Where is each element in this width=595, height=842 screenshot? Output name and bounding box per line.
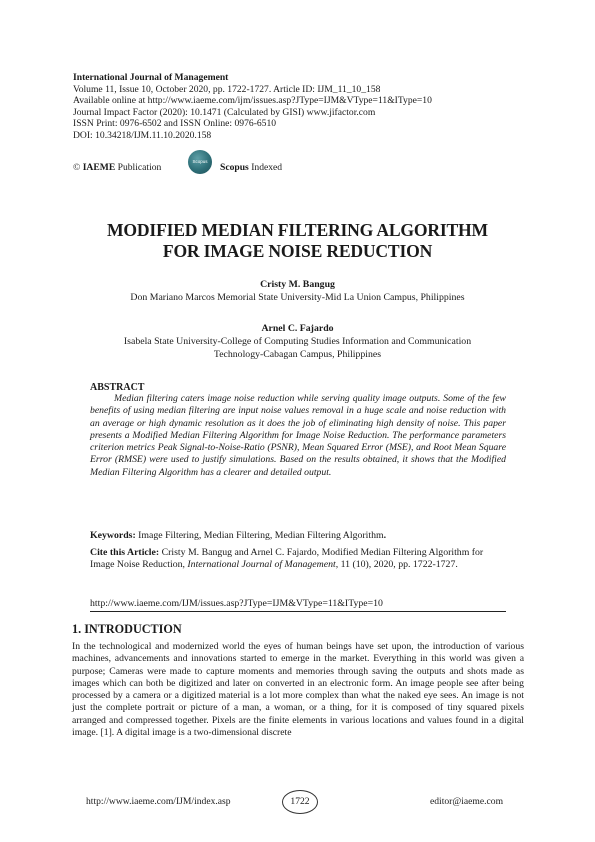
journal-name: International Journal of Management [73,72,229,83]
section-heading-introduction: 1. INTRODUCTION [72,622,182,636]
abstract-heading: ABSTRACT [90,382,145,393]
author-affiliation-2-line1: Isabela State University-College of Computing Studies Information and Communication [123,336,472,347]
author-name-1: Cristy M. Bangug [260,279,335,290]
citation-label: Cite this Article: [90,547,160,558]
journal-header [73,72,533,142]
publisher-row [73,158,373,178]
author-name-2: Arnel C. Fajardo [261,323,334,334]
footer-email-link[interactable]: editor@iaeme.com [430,796,504,807]
citation-url-link[interactable]: http://www.iaeme.com/IJM/issues.asp?JType=IJM&VType=11&IType=10 [90,598,383,609]
keywords-end: . [383,530,387,541]
journal-impact-line: Journal Impact Factor (2020): 10.1471 (Calculated by GISI) www.jifactor.com [73,106,376,118]
keywords-text: Image Filtering, Median Filtering, Median Filtering Algorithm [138,530,384,541]
abstract-divider [90,611,506,612]
copyright-symbol: © [73,162,81,173]
paper-title-line2: FOR IMAGE NOISE REDUCTION [162,241,433,261]
publisher-name: IAEME [82,162,116,173]
journal-available-line: Available online at http://www.iaeme.com/ijm/issues.asp?JType=IJM&VType=11&IType=10 [73,95,432,107]
author-block-2 [60,322,535,361]
citation-text-after: , 11 (10), 2020, pp. 1722-1727. [335,559,458,571]
keywords [90,530,506,542]
abstract-text: Median filtering caters image noise reduction while serving quality image outputs. Some of the few benefits of using median filtering are input noise values removal in a huge scale and noise reduction with an average or high dynamic resolution as it does the job of eliminating high density of noise. This paper presents a Modified Median Filtering Algorithm for Image Noise Reduction. The performance parameters criterion metrics Peak Signal-to-Noise-Ratio (PSNR), Mean Squared Error (MSE), and Root Mean Square Error (RMSE) were used to justify simulations. Based on the results obtained, it shows that the Modified Median Filtering Algorithm has a clearer and detailed output. [90,393,506,478]
citation [90,547,506,572]
journal-issn-line: ISSN Print: 0976-6502 and ISSN Online: 0976-6510 [73,118,277,130]
scopus-name: Scopus [220,162,249,173]
indexed-word: Indexed [251,162,283,173]
scopus-indexed-label [220,162,282,173]
introduction-text: In the technological and modernized world the eyes of human beings have set upon, the introduction of various machines, advancements and innovations started to emerge in the market. Everything in this world was given a purpose; Cameras were made to capture moments and memories through saving the outputs and shots made as images which can both be digitized and later on converted in an electronic form. An image people see after being processed by a camera or a digitized material is a lot more complex than what the naked eye sees. An image is not just the complete portrait or picture of a man, a woman, or a thing, for it is composed of tiny squared pixels arranged and compressed together. Pixels are the finite elements in various locations and values found in a digital image. [1]. A digital image is a two-dimensional discrete [72,641,524,738]
scopus-logo-icon: Scopus [188,150,212,174]
journal-doi-line: DOI: 10.34218/IJM.11.10.2020.158 [73,129,212,141]
page-footer [0,790,595,814]
paper-title [60,220,535,262]
publisher-credit [73,162,161,173]
author-block-1 [60,278,535,305]
citation-journal: International Journal of Management [187,559,336,571]
footer-url-link[interactable]: http://www.iaeme.com/IJM/index.asp [86,796,231,807]
author-affiliation-1: Don Mariano Marcos Memorial State University-Mid La Union Campus, Philippines [130,292,465,303]
journal-volume-line: Volume 11, Issue 10, October 2020, pp. 1722-1727. Article ID: IJM_11_10_158 [73,83,381,95]
citation-text-before: Cristy M. Bangug and Arnel C. Fajardo, Modified Median Filtering Algorithm for Image Noise Reduction, [90,547,484,571]
paper-title-line1: MODIFIED MEDIAN FILTERING ALGORITHM [107,220,488,240]
author-affiliation-2-line2: Technology-Cabagan Campus, Philippines [213,348,382,360]
keywords-label: Keywords: [90,530,136,541]
page-number: 1722 [282,790,318,814]
publication-word: Publication [117,162,162,173]
